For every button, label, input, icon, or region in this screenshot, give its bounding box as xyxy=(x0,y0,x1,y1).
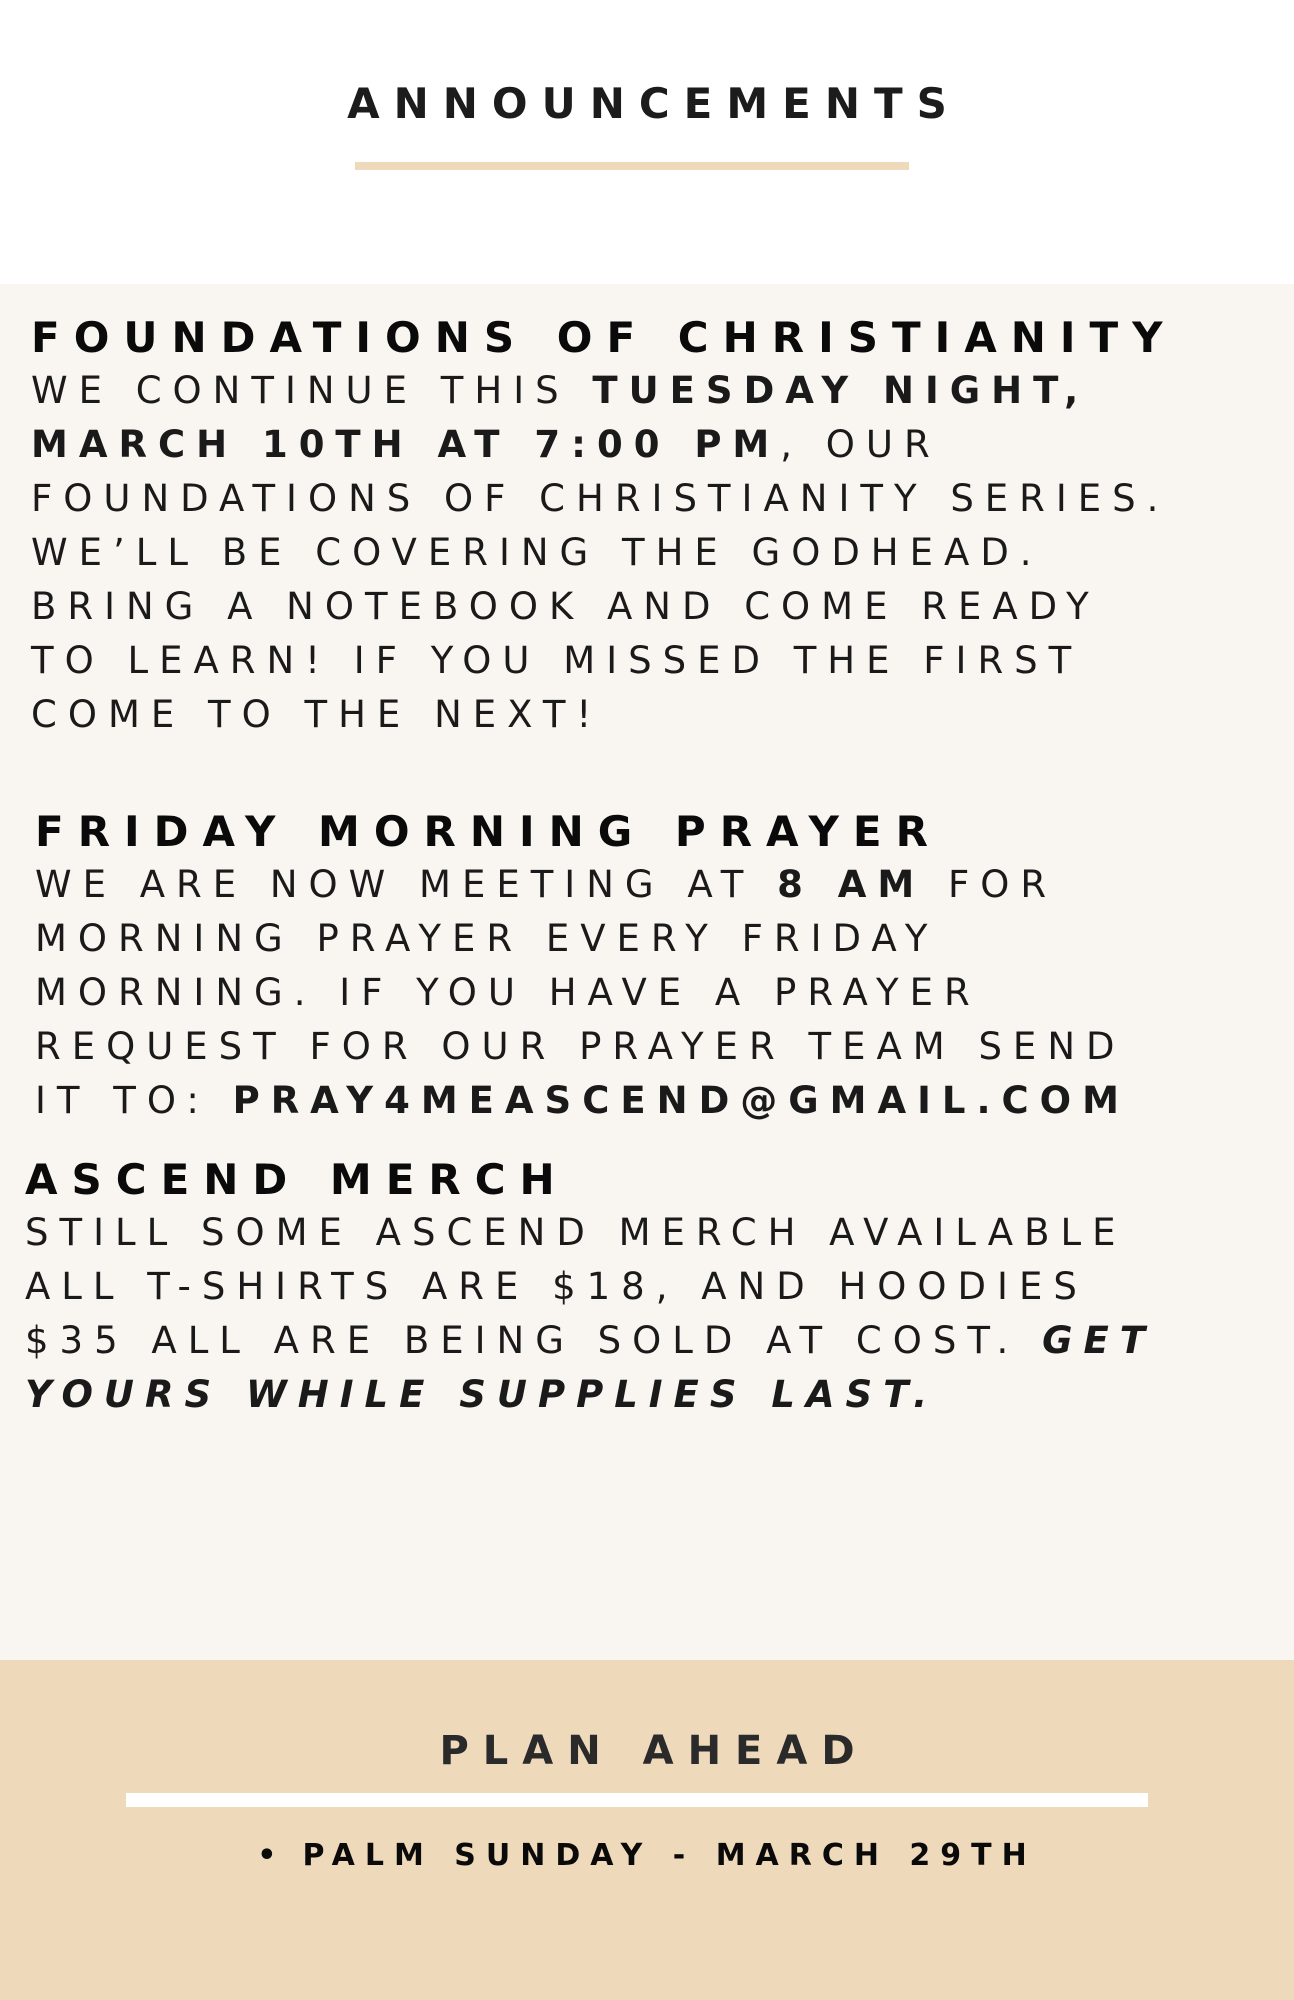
body-text: IT TO: xyxy=(35,1079,233,1122)
section-foundations xyxy=(31,312,1294,742)
body-text: STILL SOME ASCEND MERCH AVAILABLE xyxy=(25,1211,1127,1254)
body-line xyxy=(31,418,1294,472)
plan-ahead-rule xyxy=(126,1793,1148,1807)
body-text: MORNING PRAYER EVERY FRIDAY xyxy=(35,917,939,960)
plan-ahead-list xyxy=(0,1836,1294,1876)
body-text: REQUEST FOR OUR PRAYER TEAM SEND xyxy=(35,1025,1126,1068)
emphasis-text: GET xyxy=(1042,1319,1156,1362)
body-line xyxy=(35,1074,1294,1128)
body-line xyxy=(31,472,1294,526)
body-line xyxy=(25,1206,1294,1260)
section-friday-prayer xyxy=(35,806,1294,1128)
emphasis-text: MARCH 10TH AT 7:00 PM xyxy=(31,423,781,466)
bullet-icon: • xyxy=(257,1838,287,1873)
body-text: MORNING. IF YOU HAVE A PRAYER xyxy=(35,971,981,1014)
body-line xyxy=(31,526,1294,580)
body-text: FOUNDATIONS OF CHRISTIANITY SERIES. xyxy=(31,477,1170,520)
body-text: COME TO THE NEXT! xyxy=(31,693,603,736)
body-line xyxy=(35,966,1294,1020)
body-text: FOR xyxy=(925,863,1058,906)
page-title: ANNOUNCEMENTS xyxy=(347,79,961,128)
body-text: $35 ALL ARE BEING SOLD AT COST. xyxy=(25,1319,1043,1362)
section-body xyxy=(25,1206,1294,1422)
section-heading: FOUNDATIONS OF CHRISTIANITY xyxy=(31,313,1177,362)
plan-ahead-title: PLAN AHEAD xyxy=(439,1728,869,1774)
emphasis-text: 8 AM xyxy=(777,863,926,906)
body-text: WE ARE NOW MEETING AT xyxy=(35,863,778,906)
body-line xyxy=(31,688,1294,742)
body-text: , OUR xyxy=(780,423,941,466)
body-text: ALL T-SHIRTS ARE $18, AND HOODIES xyxy=(25,1265,1088,1308)
emphasis-text: PRAY4MEASCEND@GMAIL.COM xyxy=(232,1079,1130,1122)
emphasis-text: YOURS WHILE SUPPLIES LAST. xyxy=(25,1373,939,1416)
section-body xyxy=(35,858,1294,1128)
plan-ahead-panel xyxy=(0,1660,1294,2000)
body-line xyxy=(25,1368,1294,1422)
section-heading: FRIDAY MORNING PRAYER xyxy=(35,807,942,856)
title-underline xyxy=(355,162,909,170)
section-ascend-merch xyxy=(25,1154,1294,1422)
header xyxy=(0,0,1294,284)
body-text: BRING A NOTEBOOK AND COME READY xyxy=(31,585,1100,628)
body-text: WE CONTINUE THIS xyxy=(31,369,593,412)
list-item xyxy=(0,1836,1294,1876)
emphasis-text: TUESDAY NIGHT, xyxy=(592,369,1090,412)
section-heading: ASCEND MERCH xyxy=(25,1155,569,1204)
body-line xyxy=(31,364,1294,418)
body-line xyxy=(35,912,1294,966)
body-line xyxy=(35,858,1294,912)
body-line xyxy=(31,580,1294,634)
body-text: WE’LL BE COVERING THE GODHEAD. xyxy=(31,531,1043,574)
plan-ahead-item-text: PALM SUNDAY - MARCH 29TH xyxy=(302,1838,1037,1873)
section-body xyxy=(31,364,1294,742)
body-line xyxy=(25,1260,1294,1314)
body-line xyxy=(25,1314,1294,1368)
body-text: TO LEARN! IF YOU MISSED THE FIRST xyxy=(31,639,1083,682)
body-line xyxy=(31,634,1294,688)
body-line xyxy=(35,1020,1294,1074)
